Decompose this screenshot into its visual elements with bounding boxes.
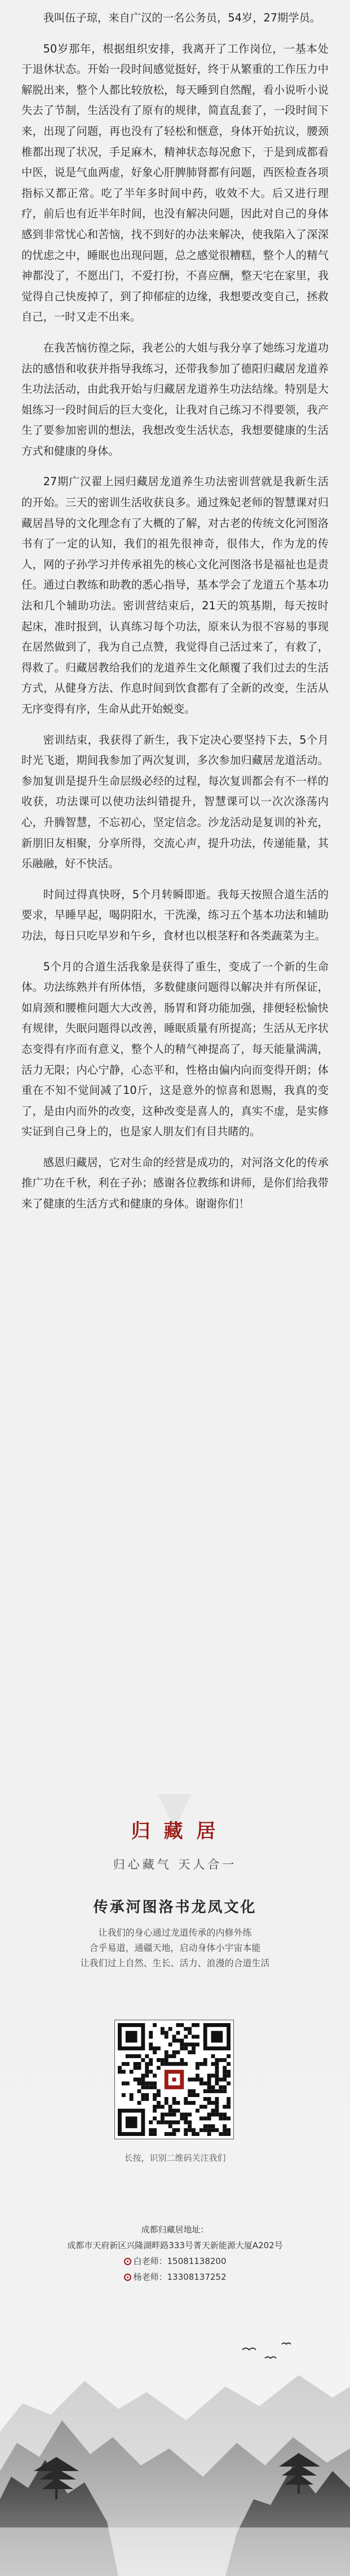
phone-icon: [124, 2258, 131, 2265]
contact-phone[interactable]: [0, 2253, 350, 2269]
qr-caption: 长按，识别二维码关注我们: [124, 2153, 226, 2163]
brand-header: [0, 1815, 350, 1872]
address-title: 成都归藏居地址：: [141, 2225, 209, 2235]
paragraph-background: 50岁那年，根据组织安排，我离开了工作岗位，一基本处于退休状态。开始一段时间感觉挺好，终于从繁重的工作压力中解脱出来，整个人都比较放松，每天睡到自然醒，看小说听小说失去了节制，生活没有了原有的规律，简直乱套了，一段时间下来，出现了问题，再也没有了轻松和惬意，身体开始抗议，腰颈椎都出现了状况，手足麻木，精神状态每况愈下，于是到成都看中医，说是气血两虚，好象心肝脾肺肾都有问题，西医检查各项指标又都正常。吃了半年多时间中药，收效不大。后又进行理疗，前后也有近半年时间，也没有解决问题，因此对自己的身体感到非常忧心和苦恼，找不到好的办法来解决，使我陷入了深深的忧虑之中，睡眠也出现问题，总之感觉很糟糕，整个人的精气神都没了，不愿出门，不爱打扮，不喜应酬，整天宅在家里，我觉得自己快废掉了，到了抑郁症的边缘，我想要改变自己，拯救自己，一时又走不出来。: [21, 42, 329, 324]
phone-icon: [124, 2274, 131, 2281]
address-line: 成都市天府新区兴隆湖畔路333号菁天新能源大厦A202号: [67, 2240, 283, 2250]
paragraph-training-camp: 27期广汉翟上园归藏居龙道养生功法密训营就是我新生活的开始。三天的密训生活收获良多。通过殊妃老师的智慧课对归藏居昌导的文化理念有了大概的了解，对古老的传统文化河图洛书有了一定的认知，我们的祖先很神奇，很伟大，作为龙的传人，网的子孙学习并传承祖先的核心文化河图洛书是福祉也是责任。通过白教练和助教的悉心指导，基本学会了龙道五个基本功法和几个辅助功法。密训营结束后，21天的筑基期，每天按时起床，准时报到，认真练习每个功法，原来认为很不容易的事现在居然做到了，我为自己点赞，我觉得自己活过来了，有救了，得救了。归藏居教给我们的龙道养生文化颠覆了我们过去的生活方式，从健身方法、作息时间到饮食都有了全新的改变，生活从无序变得有序，生命从此开始蜕变。: [21, 475, 329, 715]
contact-phone[interactable]: [0, 2269, 350, 2285]
contact-number[interactable]: 15081138200: [167, 2256, 227, 2266]
paragraph-rebirth: 5个月的合道生活我象是获得了重生，变成了一个新的生命体。功法练熟并有所体悟，多数健康问题得以解决并有所保证，如肩颈和腰椎问题大大改善，肠胃和肾功能加强，排便轻松愉快有规律，失眠问题得以改善，睡眠质量有所提高；生活从无序状态变得有序而有意义，整个人的精气神提高了，每天能量满满，活力无限；内心宁静，心态平和，性格由偏内向而变得开朗；体重在不知不觉间减了10斤，这是意外的惊喜和恩赐，我真的变了，是由内而外的改变，这种改变是喜人的，真实不虚，是实修实证到自己身上的，也是家人朋友们有目共睹的。: [21, 960, 329, 1138]
brand-title: 归 藏 居: [131, 1820, 219, 1843]
qr-code[interactable]: [114, 2020, 234, 2139]
flying-birds-icon: [242, 2343, 291, 2358]
brand-footer: [0, 1794, 350, 2576]
mission-statement: [0, 1925, 350, 1971]
brand-slogan: 归心藏气 天人合一: [113, 1858, 237, 1871]
paragraph-intro: 我叫伍子琼，来自广汉的一名公务员，54岁，27期学员。: [43, 11, 321, 24]
mission-line: 合乎易道，通疆天地，启动身体小宇宙本能: [89, 1942, 261, 1953]
mission-line: 让我们过上自然、生长、活力、浪漫的合道生活: [80, 1958, 270, 1968]
paragraph-discovery: 在我苦恼彷徨之际，我老公的大姐与我分享了她练习龙道功法的感悟和收获并指导我练习，还带我参加了德阳归藏居龙道养生功法活动，由此我开始与归藏居龙道养生功法结缘。特别是大姐练习一段时间后的巨大变化，让我对自己练习不得要领，我产生了要参加密训的想法，我想改变生活状态，我想要健康的生活方式和健康的身体。: [21, 341, 329, 458]
contact-address: [0, 2222, 350, 2285]
qr-code-icon: [118, 2023, 231, 2136]
contact-label: 白老师：: [133, 2256, 167, 2266]
contact-number[interactable]: 13308137252: [167, 2272, 227, 2282]
contact-label: 杨老师：: [133, 2272, 167, 2282]
paragraph-daily-routine: 时间过得真快呀，5个月转瞬即逝。我每天按照合道生活的要求，早睡早起，喝阴阳水，干洗澡，练习五个基本功法和辅助功法，每日只吃早岁和午乡，食材也以根茎籽和各类蔬菜为主。: [21, 887, 329, 942]
paragraph-retraining: 密训结束，我获得了新生，我下定决心要坚持下去，5个月时光飞逝，期间我参加了两次复训，多次参加归藏居龙道活动。参加复训是提升生命层级必经的过程，每次复训都会有不一样的收获，功法课可以使功法纠错提升，智慧课可以一次次涤荡内心，升腾智慧，不忘初心，坚定信念。沙龙活动是复训的补充，新朋旧友相聚，分享所得，交流心声，提升功法，传递能量，其乐融融，好不快活。: [21, 733, 329, 871]
mission-line: 让我们的身心通过龙道传承的内修外练: [98, 1927, 252, 1938]
paragraph-gratitude: 感恩归藏居，它对生命的经营是成功的，对河洛文化的传承推广功在千秋，利在子孙；感谢各位教练和讲师，是你们给我带来了健康的生活方式和健康的身体。谢谢你们！: [21, 1155, 329, 1211]
culture-section-title: 传承河图洛书龙凤文化: [93, 1899, 257, 1916]
testimonial-article: [0, 0, 350, 1215]
